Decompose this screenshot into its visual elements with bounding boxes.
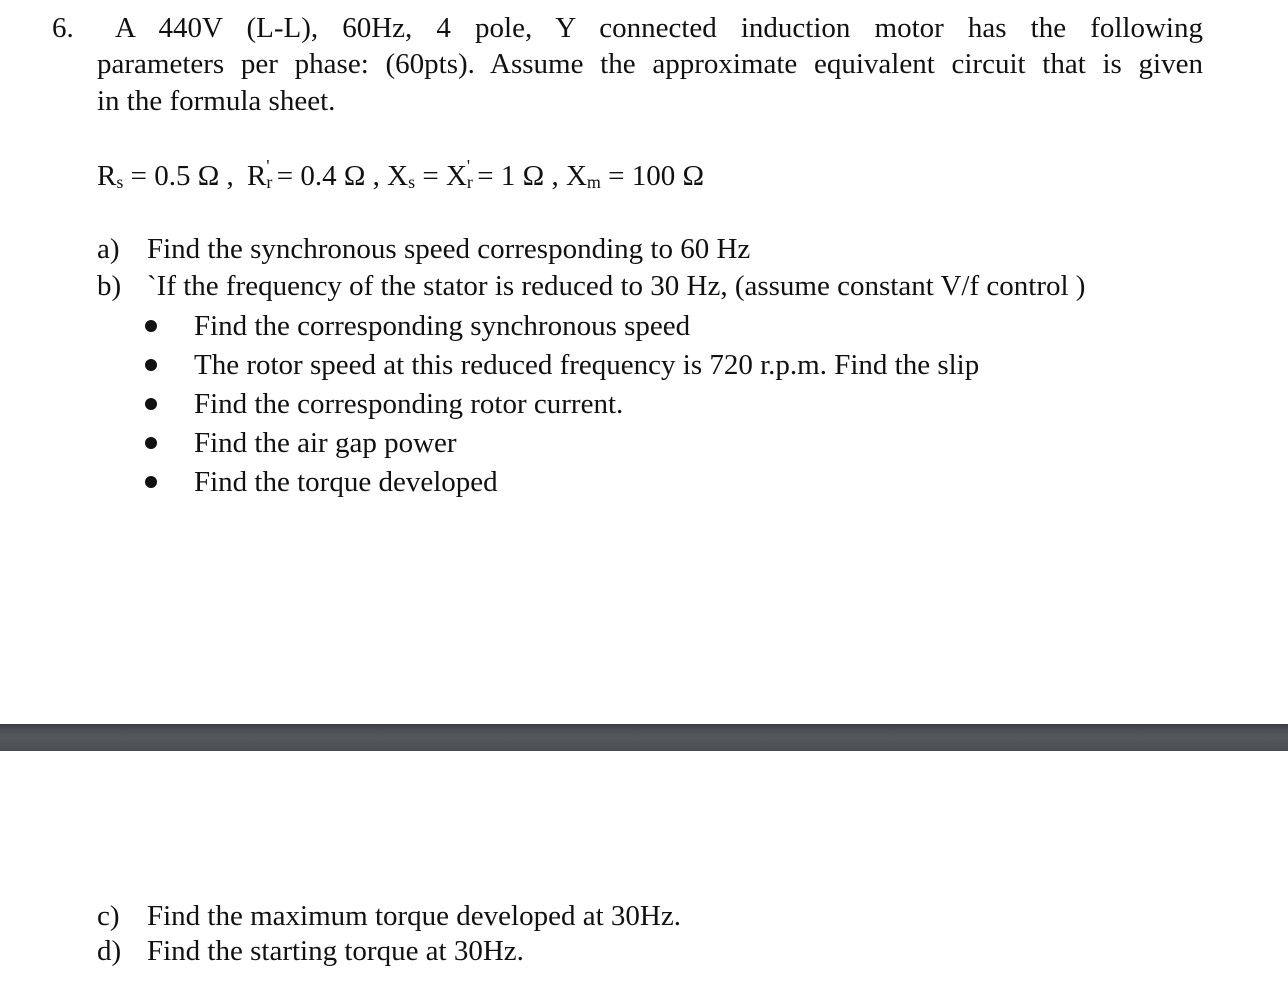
- rs-symbol: R: [97, 160, 117, 192]
- part-b-bullet-item: Find the corresponding synchronous speed: [194, 310, 691, 342]
- bullet-dot-icon: [145, 359, 157, 371]
- bullet-dot-icon: [145, 320, 157, 332]
- parameters-equation: [97, 155, 705, 194]
- xm-symbol: X: [565, 160, 587, 192]
- xs-equals: =: [422, 160, 446, 192]
- part-a-text: Find the synchronous speed corresponding to 60 Hz: [147, 233, 751, 265]
- rs-value: = 0.5 Ω ,: [130, 160, 234, 192]
- question-line-2: parameters per phase: (60pts). Assume the approximate equivalent circuit that is given: [97, 48, 1203, 80]
- rr-prime: ': [266, 155, 270, 176]
- rr-symbol: R: [247, 160, 267, 192]
- part-b-bullet-item: Find the corresponding rotor current.: [194, 388, 624, 420]
- question-line-3: in the formula sheet.: [97, 85, 336, 117]
- part-c-marker: c): [97, 900, 120, 932]
- xm-value: = 100 Ω: [608, 160, 705, 192]
- bullet-dot-icon: [145, 437, 157, 449]
- part-b-bullet-item: Find the torque developed: [194, 466, 498, 498]
- xr-value: = 1 Ω ,: [477, 160, 566, 192]
- xs-subscript: s: [408, 172, 416, 193]
- page-divider: [0, 724, 1288, 751]
- xm-subscript: m: [586, 172, 601, 193]
- xr-symbol: X: [445, 160, 467, 192]
- rs-subscript: s: [116, 172, 124, 193]
- question-line-1: A 440V (L-L), 60Hz, 4 pole, Y connected induction motor has the following: [115, 12, 1203, 44]
- xr-prime: ': [466, 155, 471, 176]
- part-c-text: Find the maximum torque developed at 30Hz.: [147, 900, 681, 932]
- rr-value: = 0.4 Ω ,: [276, 160, 388, 192]
- part-b-marker: b): [97, 270, 122, 302]
- part-d-text: Find the starting torque at 30Hz.: [147, 935, 524, 967]
- bullet-dot-icon: [145, 398, 157, 410]
- rr-subscript: r: [266, 172, 273, 193]
- xr-subscript: r: [466, 172, 473, 193]
- part-b-bullet-item: The rotor speed at this reduced frequency is 720 r.p.m. Find the slip: [194, 349, 980, 381]
- bullet-dot-icon: [145, 476, 157, 488]
- part-b-bullet-item: Find the air gap power: [194, 427, 457, 459]
- question-number: 6.: [52, 12, 74, 44]
- part-d-marker: d): [97, 935, 122, 967]
- part-a-marker: a): [97, 233, 120, 265]
- xs-symbol: X: [387, 160, 409, 192]
- part-b-text: `If the frequency of the stator is reduced to 30 Hz, (assume constant V/f control ): [147, 270, 1086, 302]
